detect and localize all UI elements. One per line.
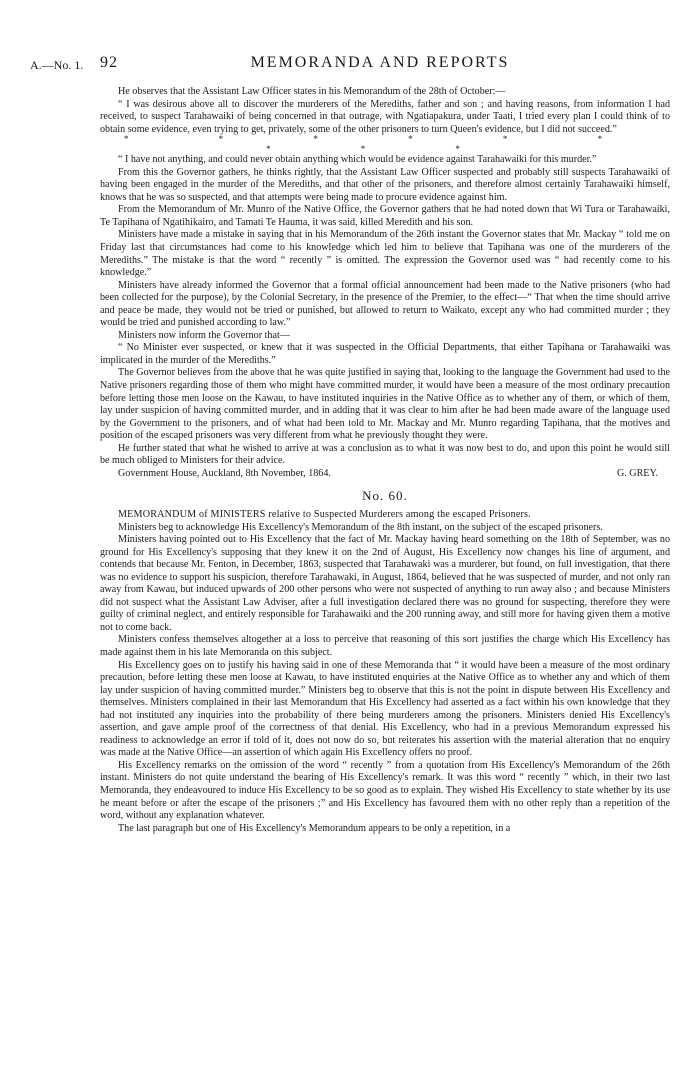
- paragraph: His Excellency goes on to justify his having said in one of these Memoranda that “ it would have been a measure of the most ordinary precaution, before letting these men loose at Kawau, to have instituted enquiries at the Native Office as to whether any and which of them lay under suspicion of having committed murder.” Ministers beg to observe that this is not the point in dispute between His Excellency and themselves. Ministers complained in their last Memorandum that His Excellency had asserted as a fact within his own knowledge that they had not instituted any inquiries into the probability of there being murderers among the prisoners. Ministers denied His Excellency's assertion, and gave ample proof of the correctness of that denial. His Excellency, who had in a previous Memorandum expressed his readiness to acknowledge an error if told of it, does not now do so, but reiterates his assertion with the material alteration that no enquiry was made at the Native Office—an assertion of which again His Excellency offers no proof.: [100, 659, 670, 759]
- paragraph: His Excellency remarks on the omission of the word “ recently ” from a quotation from His Excellency's Memorandum of the 26th instant. Ministers do not quite understand the bearing of His Excellency's remark. It was this word “ recently ” which, in their two last Memoranda, they endeavoured to induce His Excellency to be so good as to explain. They wished His Excellency to state whether by its use he meant before or after the escape of the prisoners ;” and His Excellency has favoured them with no other reply than a repetition of the word, without any explanation whatever.: [100, 759, 670, 822]
- paragraph: Ministers have already informed the Governor that a formal official announcement had been made to the Native prisoners (who had been collected for the purpose), by the Colonial Secretary, in the presence of the Premier, to the effect—“ That when the time should arrive and peace be made, they would not be tried or punished, but allowed to return to Waikato, except any who had committed murder ; they would be tried and punished according to law.”: [100, 279, 670, 329]
- paragraph: Ministers have made a mistake in saying that in his Memorandum of the 26th instant the Governor states that Mr. Mackay “ told me on Friday last that circumstances had come to his knowledge which led him to believe that Tapihana was one of the murderers of the Merediths.” The mistake is that the word “ recently ” is omitted. The expression the Governor used was “ had recently come to his knowledge.”: [100, 229, 670, 279]
- section-number: No. 60.: [362, 488, 408, 504]
- paragraph: The Governor believes from the above that he was quite justified in saying that, looking to the language the Government had used to the Native prisoners regarding those of them who might have committed murder, it would have been a measure of the most ordinary precaution before letting those men loose on the Kawau, to have instituted inquiries in the Native Office as to whether any of them, or which of them, lay under suspicion of having committed murder, and in adding that it was clear to him after he had been made aware of the language used by the Government to the prisoners, and of what had been told to Mr. Mackay and Mr. Munro regarding Tapihana, that the motives and position of the escaped prisoners was very different from what he previously thought they were.: [100, 367, 670, 442]
- paragraph: He observes that the Assistant Law Officer states in his Memorandum of the 28th of October:—: [118, 86, 506, 97]
- document-body: [100, 86, 670, 835]
- signature-line: [100, 468, 670, 481]
- header-page-number: 92: [100, 54, 118, 71]
- paragraph: Ministers beg to acknowledge His Excellency's Memorandum of the 8th instant, on the subject of the escaped prisoners.: [118, 521, 603, 533]
- header-title: MEMORANDA AND REPORTS: [250, 54, 510, 71]
- ellipsis-stars: * * * * * * * * *: [123, 134, 647, 155]
- paragraph: Ministers confess themselves altogether at a loss to perceive that reasoning of this sort justifies the charge which His Excellency has made against them in his late Memoranda on this subject.: [100, 634, 670, 658]
- paragraph: Ministers having pointed out to His Excellency that the fact of Mr. Mackay having heard something on the 18th of September, was no ground for His Excellency's supposing that they knew it on the 2nd of August, His Excellency now changes his line of argument, and contends that because Mr. Fenton, in December, 1863, suspected that Tarahawaki was a murderer, but found, on full investigation, that there was no evidence to support his suspicion, therefore Tarahawaki, in August, 1864, believed that he was suspected of murder, and not only ran away from Kawau, but induced upwards of 200 other persons who were not suspected of anything to run away also ; and because Ministers did not suspect what the Assistant Law Adviser, after a full investigation declared there was no ground for suspecting, therefore they were guilty of criminal neglect, and entirely responsible for Tarahawaiki and the 200 running away, and still more for having given them a motive not to come back.: [100, 534, 670, 633]
- header-document-ref: A.—No. 1.: [30, 58, 84, 72]
- memorandum-title: MEMORANDUM of MINISTERS relative to Suspected Murderers among the escaped Prisoners.: [118, 508, 531, 520]
- paragraph: From this the Governor gathers, he thinks rightly, that the Assistant Law Officer suspected and probably still suspects Tarahawaiki of having been engaged in the murder of the Merediths, and that other of the prisoners, and therefore almost certainly Tarahawaiki himself, knows that he was so suspected, and that attempts were being made to procure evidence against him.: [100, 166, 670, 203]
- quote-paragraph: “ I have not anything, and could never obtain anything which would be evidence against Tarahawaiki for this murder.”: [118, 154, 597, 166]
- quote-paragraph: “ No Minister ever suspected, or knew that it was suspected in the Official Departments, that either Tapihana or Tarahawaiki was implicated in the murder of the Merediths.”: [100, 342, 670, 366]
- signature-name: G. GREY.: [616, 467, 658, 479]
- signature-place-date: Government House, Auckland, 8th November, 1864.: [118, 467, 331, 479]
- paragraph: He further stated that what he wished to arrive at was a conclusion as to what it was now best to do, and upon this point he would still be much obliged to Ministers for their advice.: [100, 442, 670, 467]
- paragraph: The last paragraph but one of His Excellency's Memorandum appears to be only a repetition, in a: [118, 822, 511, 834]
- quote-paragraph: “ I was desirous above all to discover the murderers of the Merediths, father and son ; and having reasons, from information I had received, to suspect Tarahawaiki of being concerned in that outrage, with Ngatiapakura, under Taati, I tried every plan I could think of to obtain some evidence, even trying to get, privately, some of the other prisoners to turn Queen's evidence, but I did not succeed.”: [100, 98, 670, 135]
- page-header: [30, 54, 670, 76]
- paragraph: Ministers now inform the Governor that—: [118, 329, 290, 341]
- paragraph: From the Memorandum of Mr. Munro of the Native Office, the Governor gathers that he had noted down that Wi Tura or Tarahawaiki, Te Tapihana of Ngatihikairo, and Tamati Te Hauma, it was said, killed Meredith and his son.: [100, 204, 670, 228]
